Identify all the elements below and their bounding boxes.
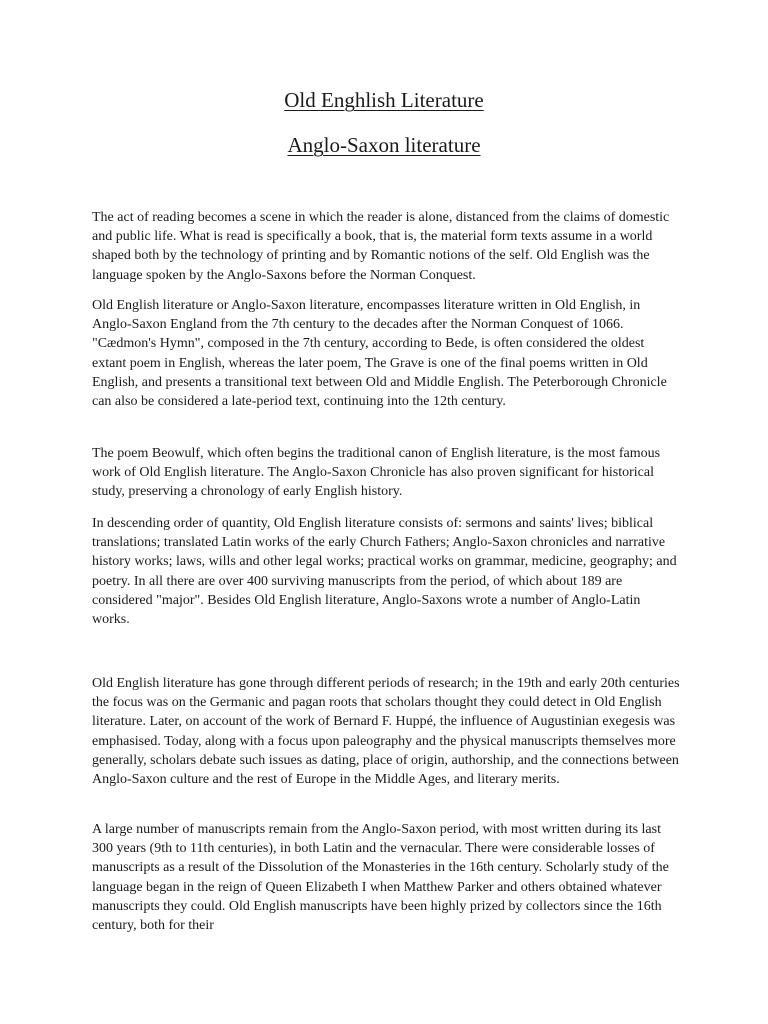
paragraph-4: In descending order of quantity, Old English literature consists of: sermons and saints' lives; biblical translations; translated Latin works of the early Church Fathers; Anglo-Saxon chronicles and narrative history works; laws, wills and other legal works; practical works on grammar, medicine, geography; and poetry. In all there are over 400 surviving manuscripts from the period, of which about 189 are considered "major". Besides Old English literature, Anglo-Saxons wrote a number of Anglo-Latin works. [92, 516, 677, 628]
paragraph-5: Old English literature has gone through different periods of research; in the 19th and early 20th centuries the focus was on the Germanic and pagan roots that scholars thought they could detect in Old English literature. Later, on account of the work of Bernard F. Huppé, the influence of Augustinian exegesis was emphasised. Today, along with a focus upon paleography and the physical manuscripts themselves more generally, scholars debate such issues as dating, place of origin, authorship, and the connections between Anglo-Saxon culture and the rest of Europe in the Middle Ages, and literary merits. [92, 676, 680, 788]
document-subtitle: Anglo-Saxon literature [287, 133, 481, 157]
document-title: Old Enghlish Literature [284, 88, 484, 112]
paragraph-3: The poem Beowulf, which often begins the traditional canon of English literature, is the most famous work of Old English literature. The Anglo-Saxon Chronicle has also proven significant for historical study, preserving a chronology of early English history. [92, 446, 661, 500]
paragraph-1: The act of reading becomes a scene in which the reader is alone, distanced from the claims of domestic and public life. What is read is specifically a book, that is, the material form texts assume in a world shaped both by the technology of printing and by Romantic notions of the self. Old English was the language spoken by the Anglo-Saxons before the Norman Conquest. [92, 210, 670, 283]
paragraph-6: A large number of manuscripts remain from the Anglo-Saxon period, with most written during its last 300 years (9th to 11th centuries), in both Latin and the vernacular. There were considerable losses of manuscripts as a result of the Dissolution of the Monasteries in the 16th century. Scholarly study of the language began in the reign of Queen Elizabeth I when Matthew Parker and others obtained whatever manuscripts they could. Old English manuscripts have been highly prized by collectors since the 16th century, both for their [92, 822, 669, 934]
paragraph-2: Old English literature or Anglo-Saxon literature, encompasses literature written in Old English, in Anglo-Saxon England from the 7th century to the decades after the Norman Conquest of 1066. "Cædmon's Hymn", composed in the 7th century, according to Bede, is often considered the oldest extant poem in English, whereas the later poem, The Grave is one of the final poems written in Old English, and presents a transitional text between Old and Middle English. The Peterborough Chronicle can also be considered a late-period text, continuing into the 12th century. [92, 298, 667, 410]
